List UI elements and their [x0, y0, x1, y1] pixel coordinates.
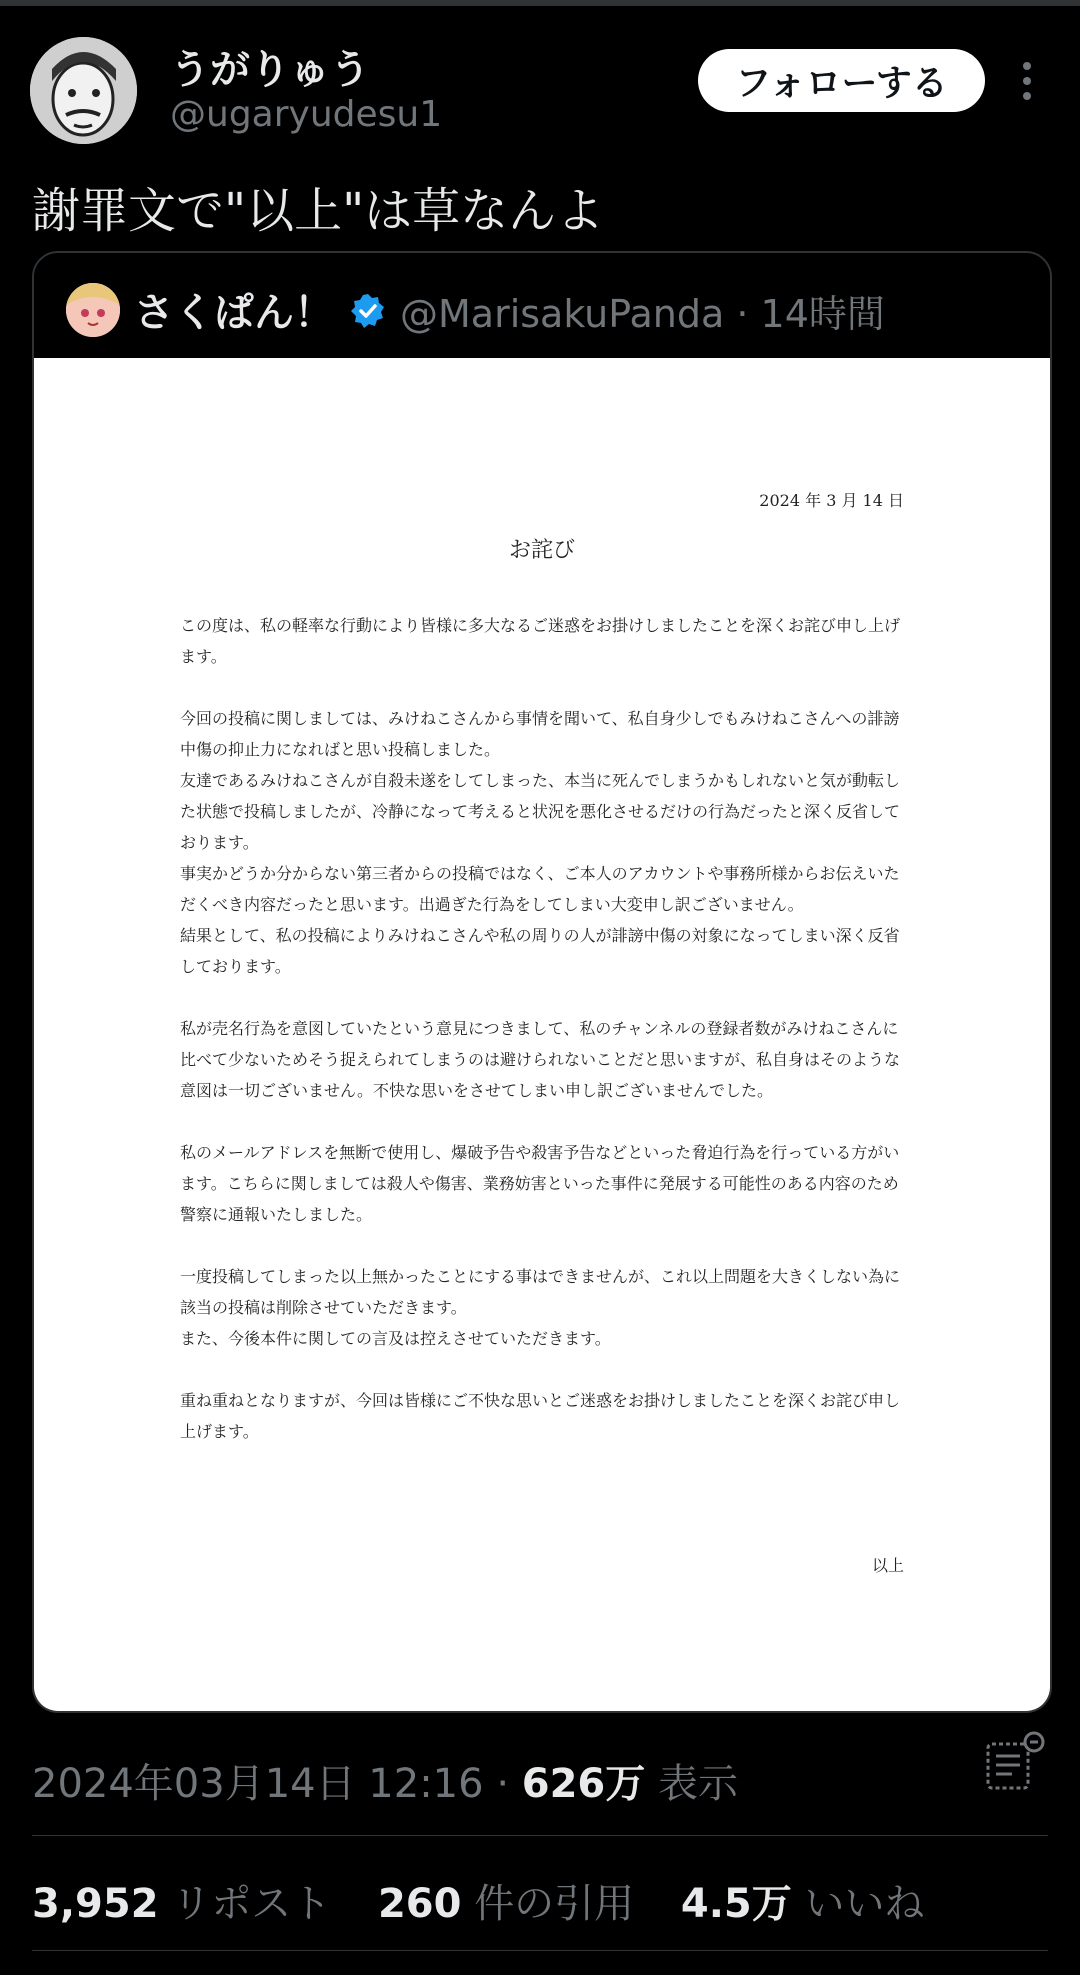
- verified-badge-icon: [350, 293, 386, 329]
- apology-document-image[interactable]: [34, 358, 1050, 1711]
- reposts-stat[interactable]: [32, 1881, 344, 1927]
- quoted-tweet[interactable]: [32, 251, 1052, 1713]
- author-handle[interactable]: @ugaryudesu1: [170, 94, 443, 135]
- divider: [32, 1835, 1048, 1836]
- follow-button[interactable]: フォローする: [698, 49, 985, 112]
- quoted-handle[interactable]: @MarisakuPanda: [400, 292, 725, 336]
- author-avatar[interactable]: [30, 37, 137, 144]
- document-paragraph: 今回の投稿に関しましては、みけねこさんから事情を聞いて、私自身少しでもみけねこさんへの誹謗中傷の抑止力になればと思い投稿しました。 友達であるみけねこさんが自殺未遂をしてしまった、本当に死んでしまうかもしれないと気が動転した状態で投稿しましたが、冷静になって考えると状況を悪化させるだけの行為だったと深く反省しております。 事実かどうか分からない第三者からの投稿ではなく、ご本人のアカウントや事務所様からお伝えいただくべき内容だったと思います。出過ぎた行為をしてしまい大変申し訳ございません。 結果として、私の投稿によりみけねこさんや私の周りの人が誹謗中傷の対象になってしまい深く反省しております。: [180, 709, 901, 976]
- document-title: お詫び: [508, 538, 575, 563]
- author-display-name[interactable]: うがりゅう: [170, 47, 370, 93]
- document-paragraph: この度は、私の軽率な行動により皆様に多大なるご迷惑をお掛けしましたことを深くお詫び申し上げます。: [180, 616, 901, 666]
- document-closing: 以上: [871, 1556, 904, 1575]
- likes-stat[interactable]: [681, 1881, 925, 1927]
- document-date: 2024 年 3 月 14 日: [759, 491, 904, 510]
- engagement-stats: [32, 1872, 958, 1929]
- reposts-count: 3,952: [32, 1881, 159, 1927]
- document-paragraph: 重ね重ねとなりますが、今回は皆様にご不快な思いとご迷惑をお掛けしましたことを深くお詫び申し上げます。: [180, 1391, 901, 1441]
- quoted-author-avatar[interactable]: [66, 283, 120, 337]
- top-divider: [0, 0, 1080, 6]
- separator-dot: ·: [496, 1761, 510, 1807]
- quotes-stat[interactable]: [378, 1881, 647, 1927]
- tweet-meta: [32, 1752, 738, 1809]
- document-body: [180, 610, 904, 1478]
- likes-count: 4.5万: [680, 1881, 792, 1927]
- quotes-label: 件の引用: [474, 1881, 635, 1927]
- views-label: 表示: [657, 1761, 738, 1807]
- tweet-text: 謝罪文で"以上"は草なんよ: [32, 183, 605, 239]
- quoted-handle-time: [400, 283, 885, 338]
- views-count: 626万: [521, 1761, 646, 1807]
- tweet-datetime[interactable]: 2024年03月14日 12:16: [32, 1761, 484, 1807]
- quoted-time[interactable]: 14時間: [760, 292, 885, 336]
- separator-dot: ·: [736, 292, 749, 336]
- likes-label: いいね: [804, 1881, 925, 1927]
- summary-icon[interactable]: [984, 1730, 1046, 1792]
- document-paragraph: 私が売名行為を意図していたという意見につきまして、私のチャンネルの登録者数がみけねこさんに比べて少ないためそう捉えられてしまうのは避けられないことだと思いますが、私自身はそのような意図は一切ございません。不快な思いをさせてしまい申し訳ございませんでした。: [180, 1019, 901, 1100]
- quotes-count: 260: [377, 1881, 462, 1927]
- quoted-display-name[interactable]: さくぱん！: [134, 290, 334, 336]
- divider: [32, 1950, 1048, 1951]
- document-paragraph: 一度投稿してしまった以上無かったことにする事はできませんが、これ以上問題を大きくしない為に該当の投稿は削除させていただきます。 また、今後本件に関しての言及は控えさせていただきます。: [180, 1267, 901, 1348]
- more-options-icon[interactable]: [1015, 60, 1039, 102]
- reposts-label: リポスト: [171, 1881, 332, 1927]
- document-paragraph: 私のメールアドレスを無断で使用し、爆破予告や殺害予告などといった脅迫行為を行っている方がいます。こちらに関しましては殺人や傷害、業務妨害といった事件に発展する可能性のある内容のため警察に通報いたしました。: [180, 1143, 900, 1224]
